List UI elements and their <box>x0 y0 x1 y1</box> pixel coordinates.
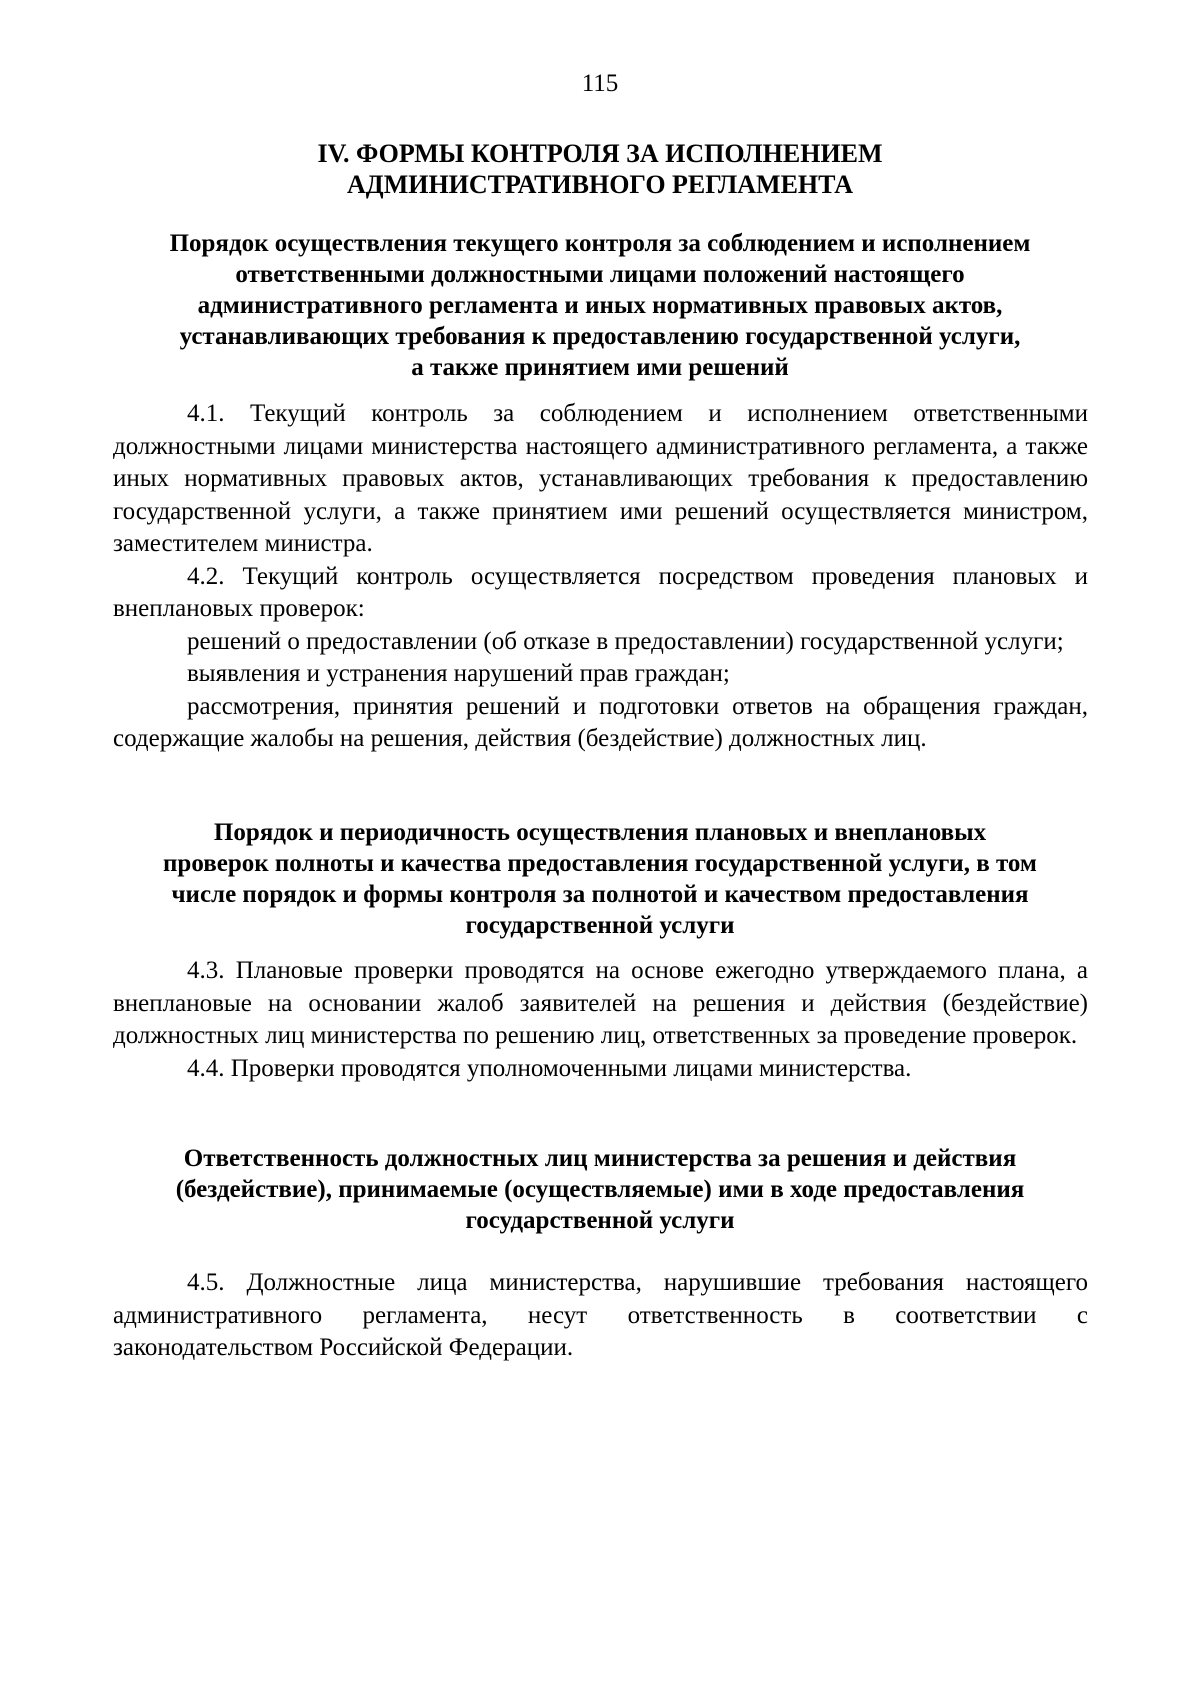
heading-line: административного регламента и иных нормативных правовых актов, <box>197 292 1003 319</box>
heading-line: ответственными должностными лицами положений настоящего <box>235 261 965 288</box>
paragraph-4-5: 4.5. Должностные лица министерства, нарушившие требования настоящего административного регламента, несут ответственность в соответствии с законодательством Российской Федерации. <box>113 1269 1088 1361</box>
heading-line: а также принятием ими решений <box>411 354 789 381</box>
subsection-3-heading <box>0 1143 1200 1236</box>
subsection-1-heading <box>0 228 1200 383</box>
list-item: выявления и устранения нарушений прав граждан; <box>187 660 730 687</box>
heading-line: Ответственность должностных лиц министерства за решения и действия <box>183 1145 1017 1172</box>
list-item: решений о предоставлении (об отказе в предоставлении) государственной услуги; <box>187 627 1064 655</box>
heading-line: устанавливающих требования к предоставлению государственной услуги, <box>179 323 1021 350</box>
heading-line: государственной услуги <box>465 1207 735 1234</box>
heading-line: государственной услуги <box>465 912 735 939</box>
heading-line: проверок полноты и качества предоставления государственной услуги, в том <box>163 850 1037 877</box>
paragraph-4-1: 4.1. Текущий контроль за соблюдением и исполнением ответственными должностными лицами министерства настоящего административного регламента, а также иных нормативных правовых актов, устанавливающих требования к предоставлению государственной услуги, а также принятием ими решений осуществляется министром, заместителем министра. <box>113 400 1088 557</box>
page-number: 115 <box>581 70 619 97</box>
heading-line: Порядок и периодичность осуществления плановых и внеплановых <box>213 819 987 846</box>
heading-line: (бездействие), принимаемые (осуществляемые) ими в ходе предоставления <box>175 1176 1025 1203</box>
section-title-line: IV. ФОРМЫ КОНТРОЛЯ ЗА ИСПОЛНЕНИЕМ <box>317 139 883 168</box>
paragraph-4-2: 4.2. Текущий контроль осуществляется посредством проведения плановых и внеплановых проверок: <box>113 562 1088 622</box>
subsection-1-body <box>113 398 1088 756</box>
subsection-3-body <box>113 1267 1088 1365</box>
section-title-line: АДМИНИСТРАТИВНОГО РЕГЛАМЕНТА <box>347 170 853 199</box>
paragraph-4-3: 4.3. Плановые проверки проводятся на основе ежегодно утверждаемого плана, а внеплановые на основании жалоб заявителей на решения и действия (бездействие) должностных лиц министерства по решению лиц, ответственных за проведение проверок. <box>113 957 1088 1049</box>
heading-line: Порядок осуществления текущего контроля за соблюдением и исполнением <box>169 230 1031 257</box>
section-title <box>0 138 1200 200</box>
subsection-2-body <box>113 955 1088 1085</box>
paragraph-4-4: 4.4. Проверки проводятся уполномоченными лицами министерства. <box>187 1054 912 1082</box>
heading-line: числе порядок и формы контроля за полнотой и качеством предоставления <box>171 881 1029 908</box>
list-item: рассмотрения, принятия решений и подготовки ответов на обращения граждан, содержащие жалобы на решения, действия (бездействие) должностных лиц. <box>113 692 1088 752</box>
subsection-2-heading <box>0 817 1200 941</box>
